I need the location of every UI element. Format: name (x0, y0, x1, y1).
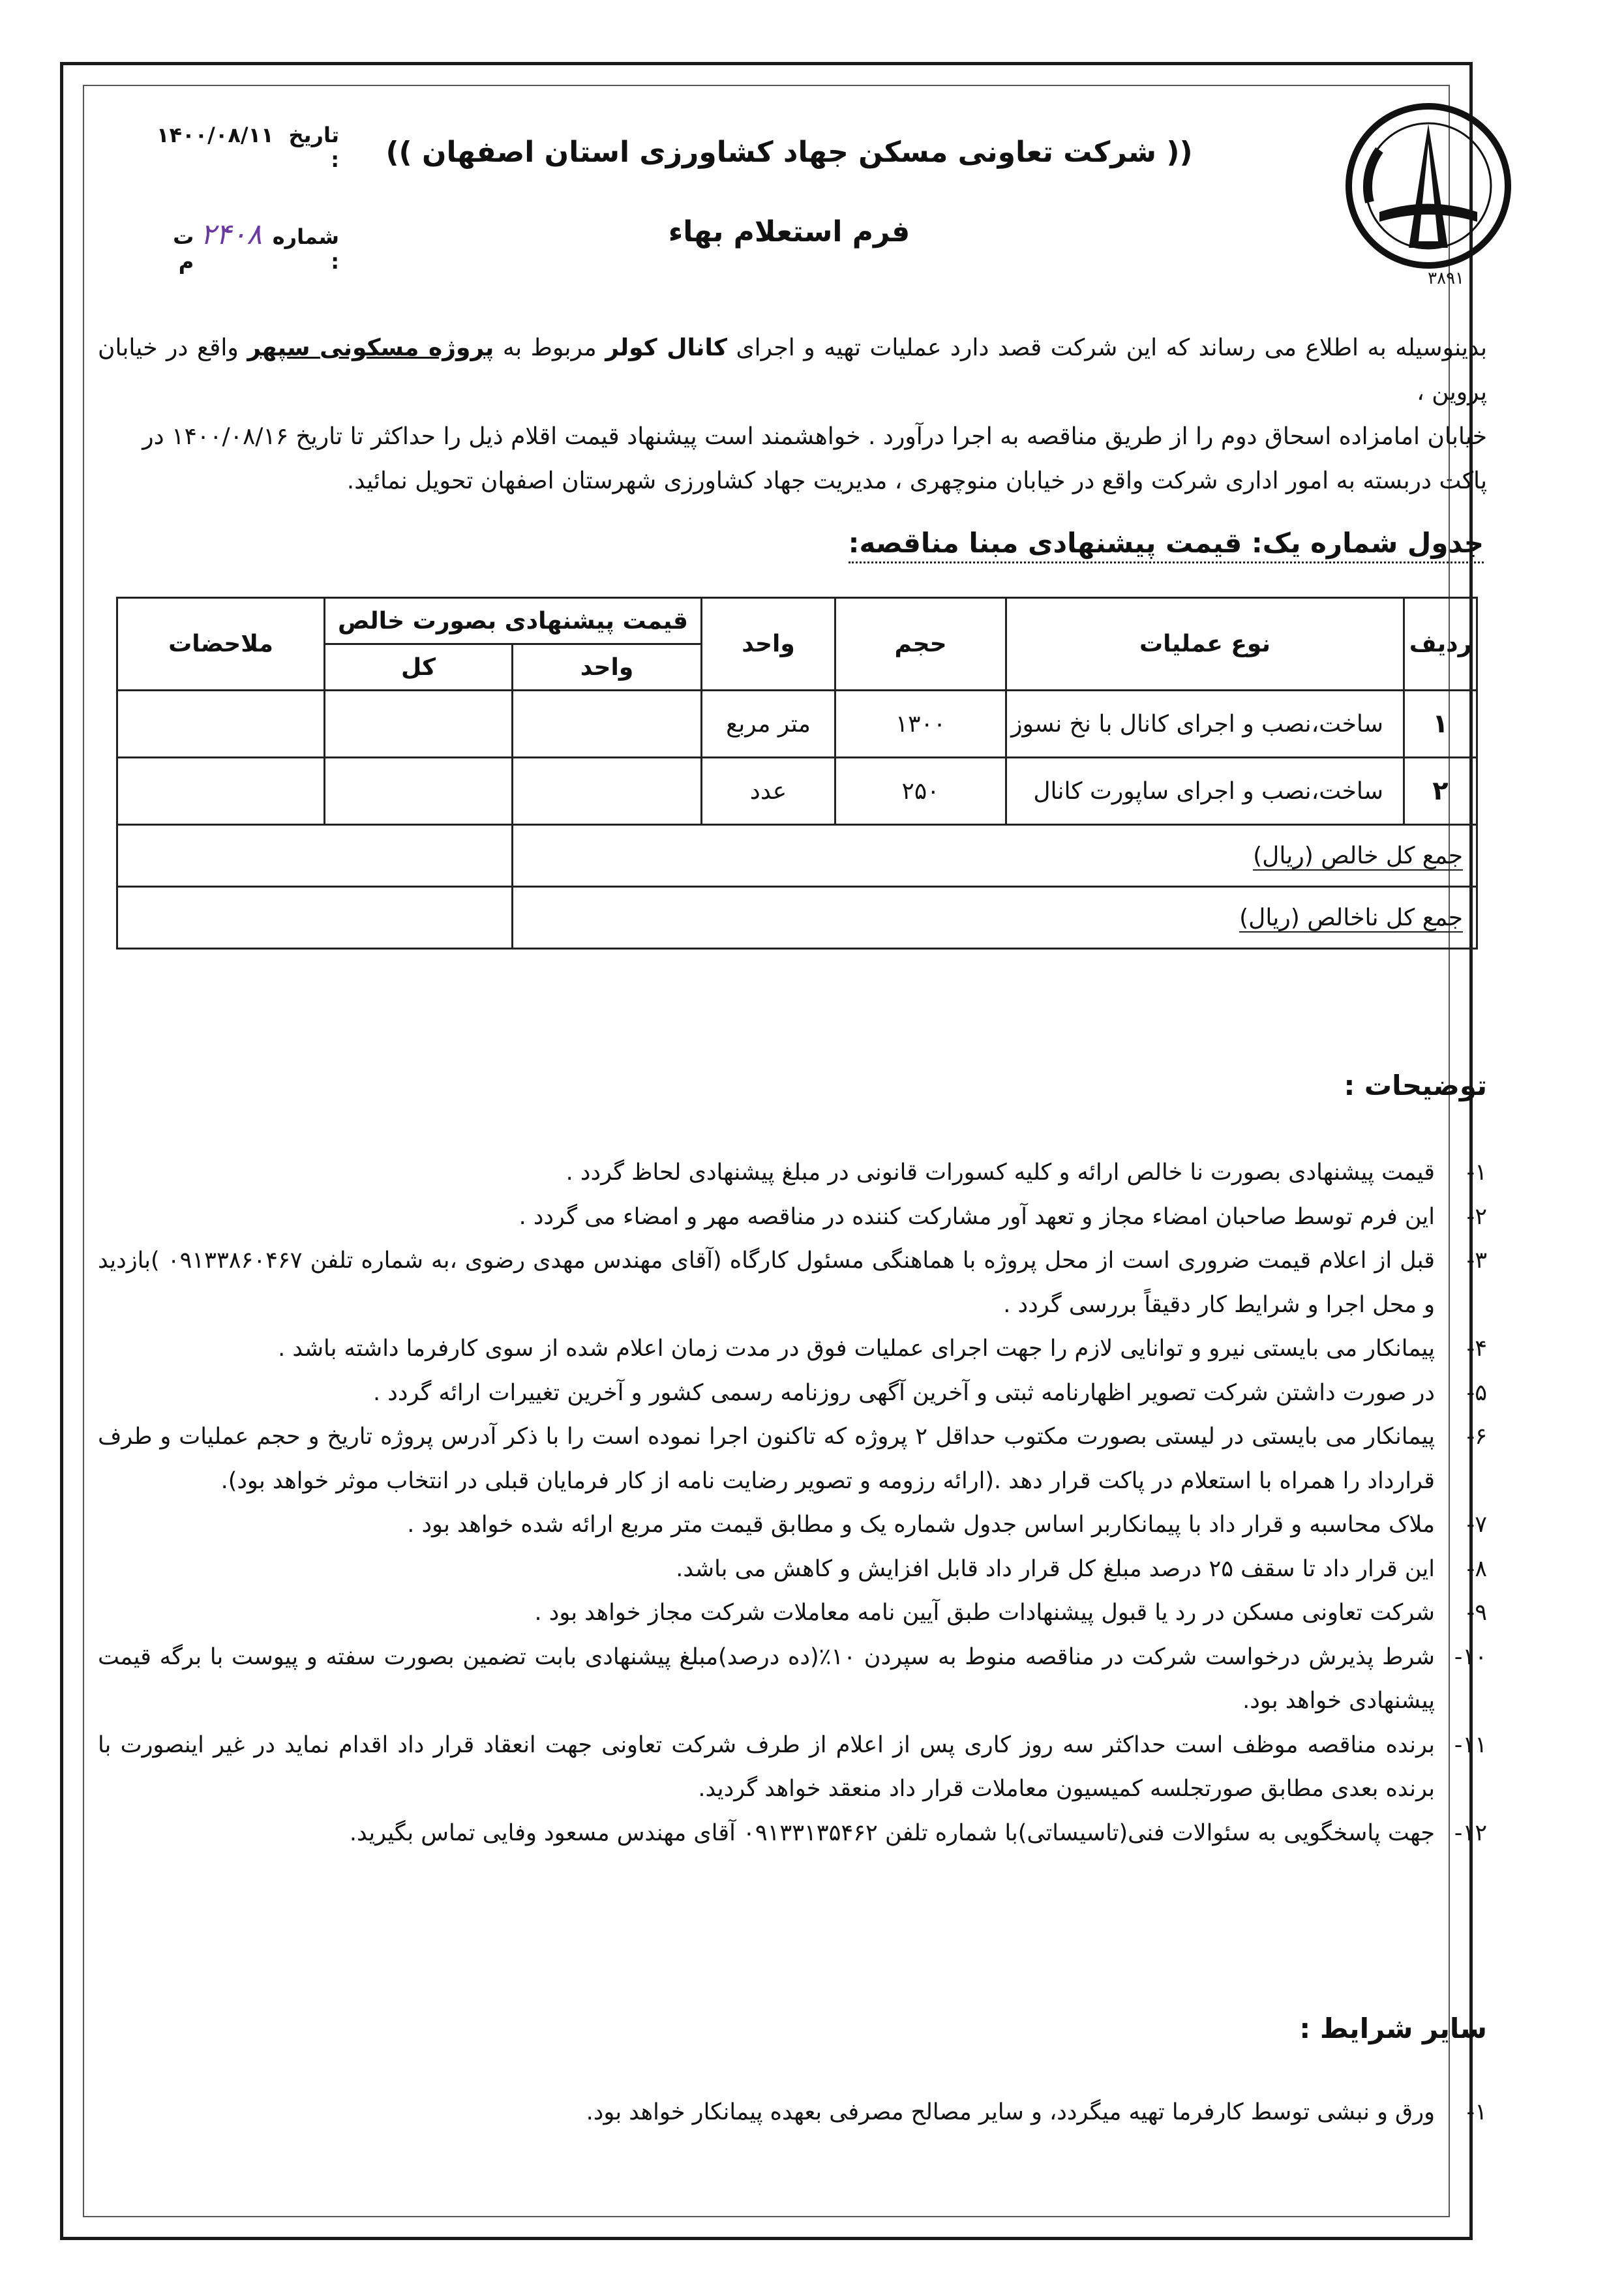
note-item (98, 1548, 1487, 1592)
note-text: در صورت داشتن شرکت تصویر اظهارنامه ثبتی و آخرین آگهی روزنامه رسمی کشور و آخرین تغییرات ارائه گردد . (373, 1379, 1435, 1406)
note-text: شرط پذیرش درخواست شرکت در مناقصه منوط به سپردن ۱۰٪(ده درصد)مبلغ پیشنهادی بابت تضمین بصورت سفته و پیوست با برگه قیمت پیشنهادی خواهد بود. (98, 1643, 1435, 1714)
header-row-number: ردیف (1404, 598, 1477, 691)
price-table (116, 597, 1478, 950)
note-number: ۴- (1466, 1336, 1487, 1362)
table-row (117, 758, 1477, 825)
sum-gross-row (117, 887, 1477, 949)
note-text: این قرار داد تا سقف ۲۵ درصد مبلغ کل قرار داد قابل افزایش و کاهش می باشد. (676, 1555, 1435, 1582)
note-number: ۸- (1466, 1555, 1487, 1582)
intro-subject: کانال کولر (605, 335, 727, 361)
table-title-text: جدول شماره یک: قیمت پیشنهادی مبنا مناقصه: (849, 527, 1484, 563)
note-item (98, 1239, 1487, 1327)
note-text: پیمانکار می بایستی در لیستی بصورت مکتوب حداقل ۲ پروژه که تاکنون اجرا نموده است را با ذکر آدرس پروژه تاریخ و حجم عملیات و طرف قرارداد را همراه با استعلام در پاکت قرار دهد .(ارائه رزومه و تصویر رضایت نامه از کار فرمایان قبلی در انتخاب موثر خواهد بود). (98, 1424, 1435, 1494)
seal-number: ۳۸۹۱ (1428, 269, 1464, 287)
number-value: ۲۴۰۸ (200, 218, 262, 251)
note-number: ۹- (1466, 1600, 1487, 1626)
header-volume: حجم (835, 598, 1006, 691)
notes-list (98, 1151, 1487, 1855)
note-text: جهت پاسخگویی به سئوالات فنی(تاسیساتی)با شماره تلفن ۰۹۱۳۳۱۳۵۴۶۲ آقای مهندس مسعود وفایی تماس بگیرید. (349, 1819, 1435, 1846)
header-remarks: ملاحضات (117, 598, 325, 691)
header-unit: واحد (702, 598, 835, 691)
date-label: تاریخ : (288, 123, 339, 172)
other-conditions-title: سایر شرایط : (1299, 2012, 1487, 2044)
sum-gross-value[interactable] (117, 887, 513, 949)
note-number: ۱- (1466, 1159, 1487, 1186)
note-number: ۱۱- (1454, 1731, 1487, 1758)
row-number: ۱ (1404, 691, 1477, 758)
note-text: قبل از اعلام قیمت ضروری است از محل پروژه با هماهنگی مسئول کارگاه (آقای مهندس مهدی رضوی ،به شماره تلفن ۰۹۱۳۳۸۶۰۴۶۷ )بازدید و محل اجرا و شرایط کار دقیقاً بررسی گردد . (98, 1248, 1435, 1318)
note-item (98, 1415, 1487, 1503)
row-unit-price[interactable] (513, 691, 702, 758)
note-item (98, 1327, 1487, 1371)
table-row (117, 691, 1477, 758)
note-text: پیمانکار می بایستی نیرو و توانایی لازم را جهت اجرای عملیات فوق در مدت زمان اعلام شده از سوی کارفرما داشته باشد . (278, 1336, 1435, 1362)
row-operation: ساخت،نصب و اجرای کانال با نخ نسوز (1006, 691, 1404, 758)
row-volume: ۲۵۰ (835, 758, 1006, 825)
note-text: شرکت تعاونی مسکن در رد یا قبول پیشنهادات طبق آیین نامه معاملات شرکت مجاز خواهد بود . (534, 1600, 1435, 1626)
header-net-price: قیمت پیشنهادی بصورت خالص (325, 598, 702, 644)
note-item (98, 1724, 1487, 1812)
number-suffix: ت م (173, 224, 194, 274)
row-number: ۲ (1404, 758, 1477, 825)
note-text: قیمت پیشنهادی بصورت نا خالص ارائه و کلیه کسورات قانونی در مبلغ پیشنهادی لحاظ گردد . (565, 1159, 1435, 1186)
intro-line-3: پاکت دربسته به امور اداری شرکت واقع در خیابان منوچهری ، مدیریت جهاد کشاورزی شهرستان اصفهان تحویل نمائید. (346, 468, 1487, 494)
note-item (98, 1636, 1487, 1724)
row-total[interactable] (325, 691, 513, 758)
header-unit-price: واحد (513, 644, 702, 691)
note-text: این فرم توسط صاحبان امضاء مجاز و تعهد آور مشارکت کننده در مناقصه مهر و امضاء می گردد . (519, 1203, 1435, 1230)
row-remarks[interactable] (117, 758, 325, 825)
header-total: کل (325, 644, 513, 691)
company-title: (( شرکت تعاونی مسکن جهاد کشاورزی استان اصفهان )) (385, 136, 1193, 169)
row-volume: ۱۳۰۰ (835, 691, 1006, 758)
form-title: فرم استعلام بهاء (668, 215, 910, 248)
date-value: ۱۴۰۰/۰۸/۱۱ (157, 123, 274, 147)
notes-title: توضیحات : (1344, 1070, 1487, 1101)
note-text: برنده مناقصه موظف است حداکثر سه روز کاری پس از اعلام از طرف شرکت تعاونی جهت انعقاد قرار داد اقدام نماید در غیر اینصورت با برنده بعدی مطابق صورتجلسه کمیسیون معاملات قرار داد منعقد خواهد گردید. (98, 1731, 1435, 1802)
header-operation: نوع عملیات (1006, 598, 1404, 691)
note-number: ۶- (1466, 1424, 1487, 1450)
intro-line-2: خیابان امامزاده اسحاق دوم را از طریق مناقصه به اجرا درآورد . خواهشمند است پیشنهاد قیمت اقلام ذیل را حداکثر تا تاریخ ۱۴۰۰/۰۸/۱۶ در (142, 423, 1487, 450)
note-number: ۵- (1466, 1379, 1487, 1406)
table-header-row (117, 598, 1477, 644)
intro-text: واقع در خیابان پروین ، (98, 335, 1487, 406)
other-text: ورق و نبشی توسط کارفرما تهیه میگردد، و سایر مصالح مصرفی بعهده پیمانکار خواهد بود. (586, 2099, 1435, 2125)
row-total[interactable] (325, 758, 513, 825)
note-item (98, 1503, 1487, 1548)
intro-paragraph (98, 326, 1487, 503)
sum-net-text: جمع کل خالص (ریال) (1253, 842, 1463, 869)
note-number: ۲- (1466, 1203, 1487, 1230)
other-item (98, 2091, 1487, 2134)
note-item (98, 1591, 1487, 1636)
sum-net-row (117, 825, 1477, 887)
intro-project-name: پروژه مسکونی سپهر (247, 335, 494, 361)
sum-gross-label (513, 887, 1477, 949)
sum-net-value[interactable] (117, 825, 513, 887)
other-conditions-list (98, 2091, 1487, 2134)
row-unit: عدد (702, 758, 835, 825)
note-item (98, 1812, 1487, 1856)
note-number: ۳- (1466, 1248, 1487, 1274)
intro-text: بدینوسیله به اطلاع می رساند که این شرکت قصد دارد عملیات تهیه و اجرای (736, 335, 1487, 361)
date-number-block (157, 123, 339, 274)
other-number: ۱- (1466, 2099, 1487, 2125)
note-text: ملاک محاسبه و قرار داد با پیمانکاربر اساس جدول شماره یک و مطابق قیمت متر مربع ارائه شده خواهد بود . (407, 1512, 1435, 1538)
note-item (98, 1151, 1487, 1195)
sum-net-label (513, 825, 1477, 887)
row-operation: ساخت،نصب و اجرای ساپورت کانال (1006, 758, 1404, 825)
company-seal-logo (1340, 98, 1520, 287)
row-unit: متر مربع (702, 691, 835, 758)
note-number: ۱۰- (1454, 1643, 1487, 1670)
note-item (98, 1371, 1487, 1416)
sum-gross-text: جمع کل ناخالص (ریال) (1239, 904, 1463, 931)
note-number: ۱۲- (1454, 1819, 1487, 1846)
number-label: شماره : (272, 224, 339, 274)
note-item (98, 1195, 1487, 1240)
row-unit-price[interactable] (513, 758, 702, 825)
note-number: ۷- (1466, 1512, 1487, 1538)
table-title (770, 527, 1484, 559)
row-remarks[interactable] (117, 691, 325, 758)
intro-text: مربوط به (502, 335, 597, 361)
